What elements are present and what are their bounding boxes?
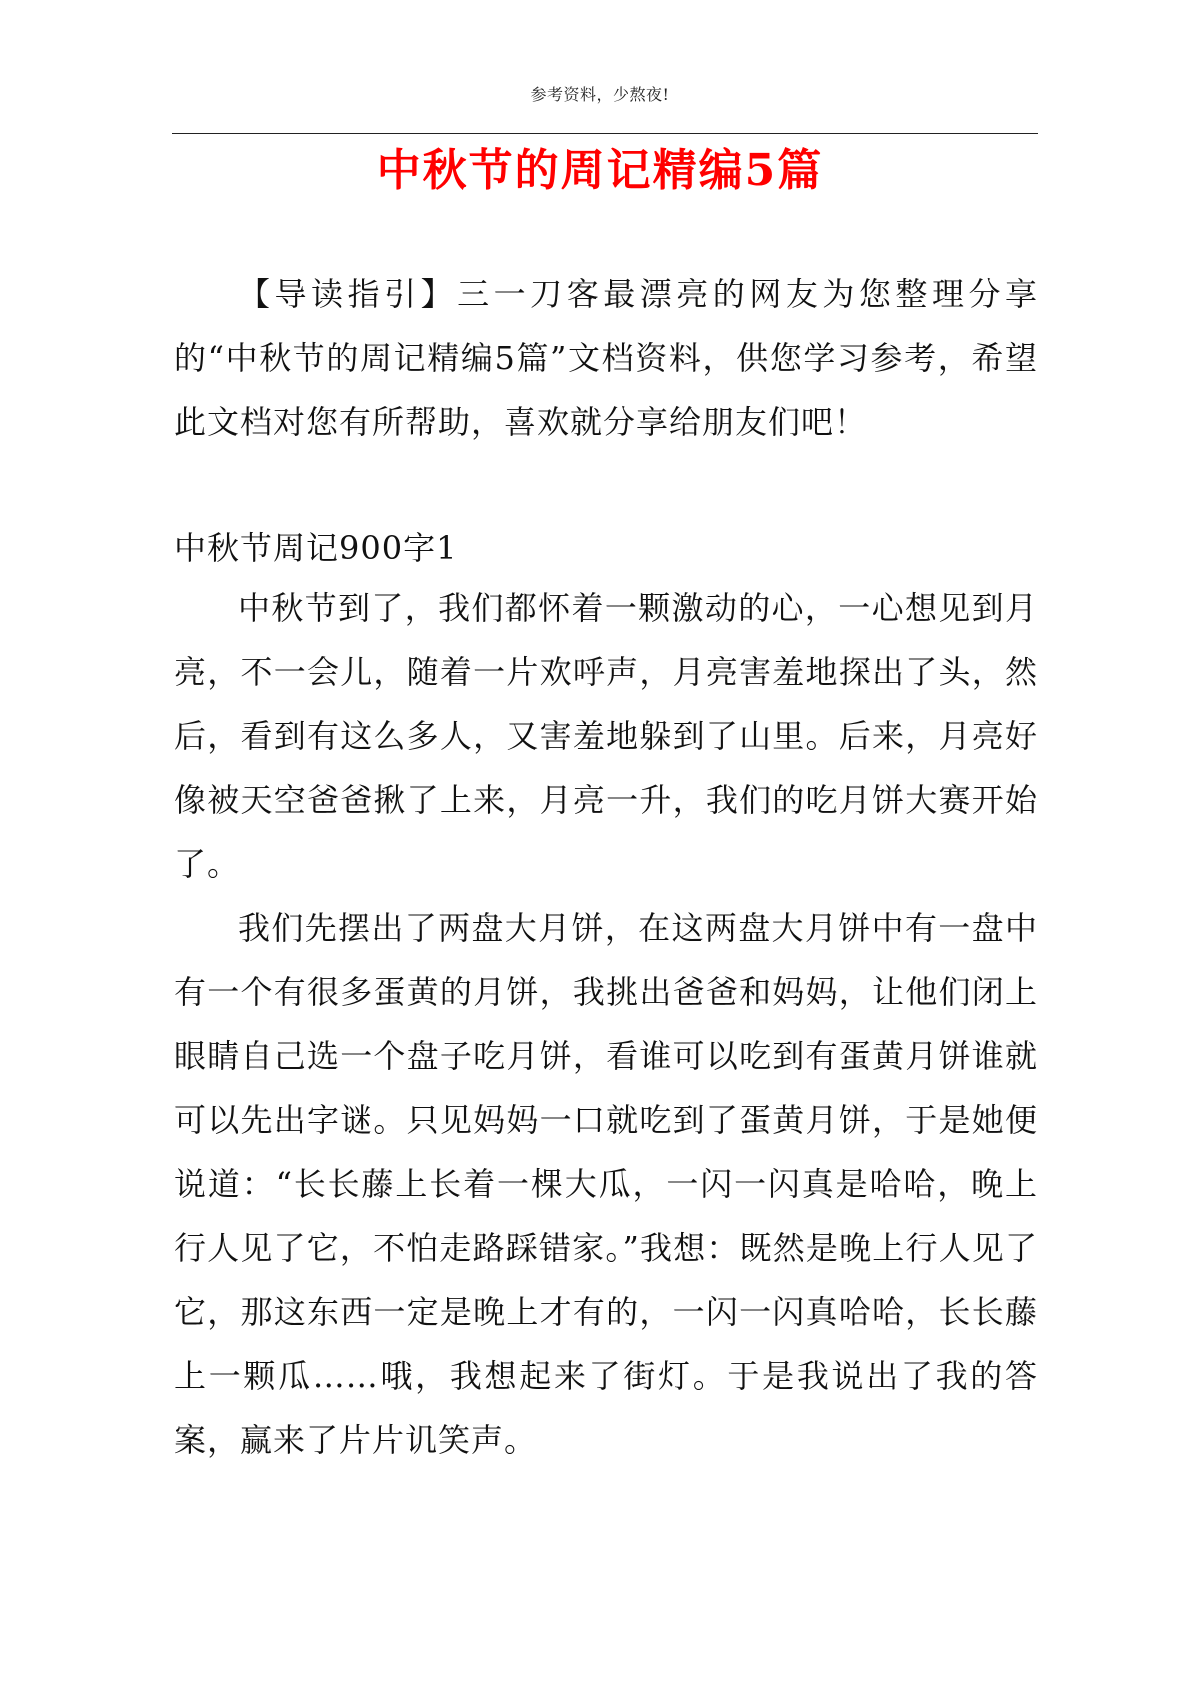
header-divider xyxy=(172,133,1038,134)
body-paragraph-1: 中秋节到了，我们都怀着一颗激动的心，一心想见到月亮，不一会儿，随着一片欢呼声，月亮害羞地探出了头，然后，看到有这么多人，又害羞地躲到了山里。后来，月亮好像被天空爸爸揪了上来，月亮一升，我们的吃月饼大赛开始了。 xyxy=(174,589,1038,883)
page-header-note: 参考资料，少熬夜! xyxy=(530,85,670,104)
intro-paragraph: 【导读指引】三一刀客最漂亮的网友为您整理分享的“中秋节的周记精编5篇”文档资料，供您学习参考，希望此文档对您有所帮助，喜欢就分享给朋友们吧！ xyxy=(174,275,1038,441)
body-paragraph-2: 我们先摆出了两盘大月饼，在这两盘大月饼中有一盘中有一个有很多蛋黄的月饼，我挑出爸爸和妈妈，让他们闭上眼睛自己选一个盘子吃月饼，看谁可以吃到有蛋黄月饼谁就可以先出字谜。只见妈妈一口就吃到了蛋黄月饼，于是她便说道：“长长藤上长着一棵大瓜，一闪一闪真是哈哈，晚上行人见了它，不怕走路踩错家。”我想：既然是晚上行人见了它，那这东西一定是晚上才有的，一闪一闪真哈哈，长长藤上一颗瓜……哦，我想起来了街灯。于是我说出了我的答案，赢来了片片讥笑声。 xyxy=(174,909,1038,1459)
section-heading: 中秋节周记900字1 xyxy=(174,529,458,567)
document-title: 中秋节的周记精编5篇 xyxy=(376,145,824,196)
